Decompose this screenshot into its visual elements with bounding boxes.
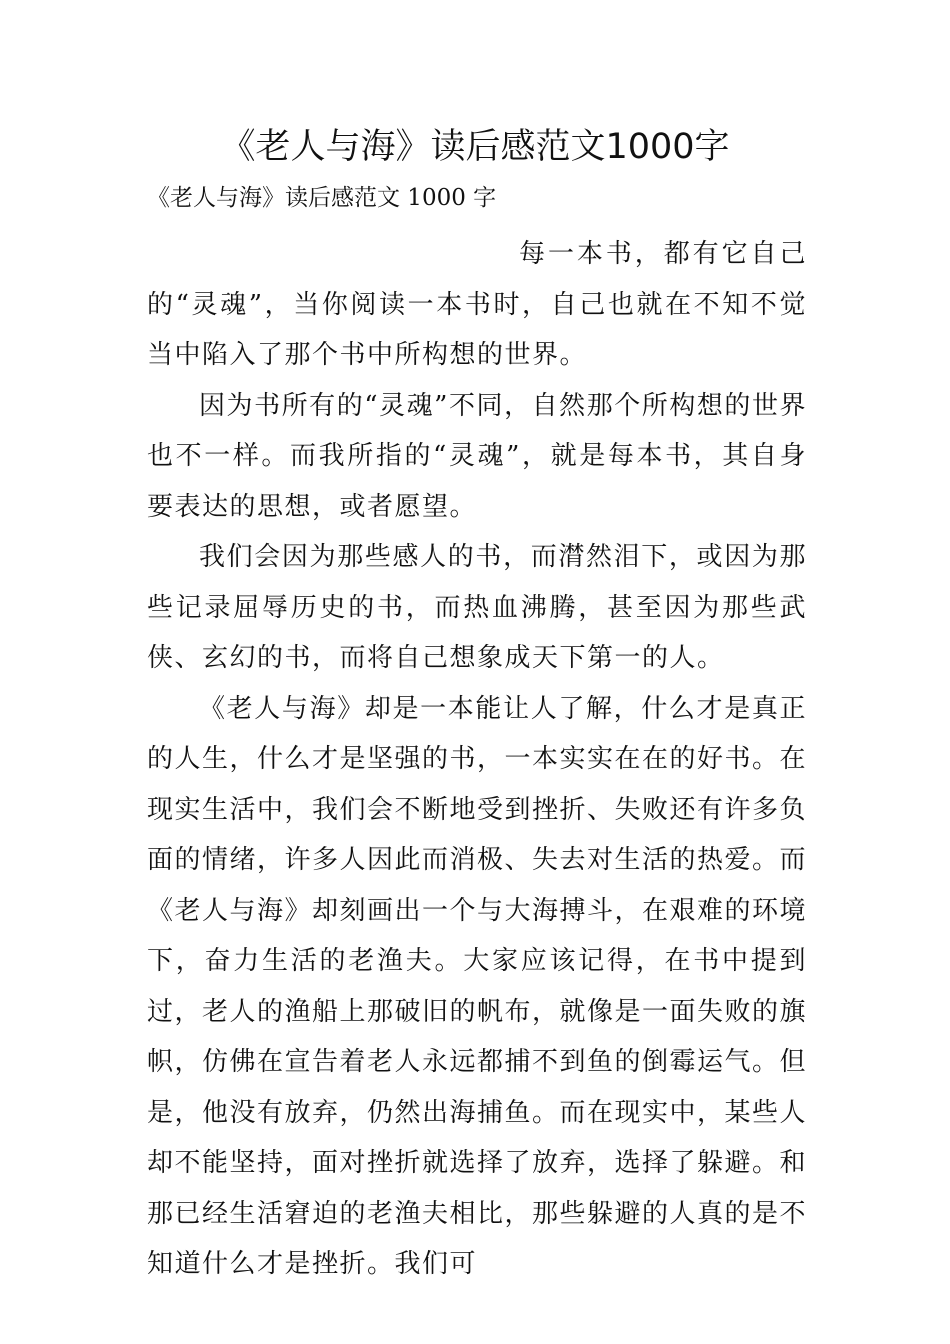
paragraph-4: 《老人与海》却是一本能让人了解，什么才是真正的人生，什么才是坚强的书，一本实实在在的好书。在现实生活中，我们会不断地受到挫折、失败还有许多负面的情绪，许多人因此而消极、失去对生活的热爱。而《老人与海》却刻画出一个与大海搏斗，在艰难的环境下，奋力生活的老渔夫。大家应该记得，在书中提到过，老人的渔船上那破旧的帆布，就像是一面失败的旗帜，仿佛在宣告着老人永远都捕不到鱼的倒霉运气。但是，他没有放弃，仍然出海捕鱼。而在现实中，某些人却不能坚持，面对挫折就选择了放弃，选择了躲避。和那已经生活窘迫的老渔夫相比，那些躲避的人真的是不知道什么才是挫折。我们可 [147,693,808,1279]
document-subtitle: 《老人与海》读后感范文 1000 字 [147,185,497,211]
document-body [147,229,807,1290]
paragraph-3: 我们会因为那些感人的书，而潸然泪下，或因为那些记录屈辱历史的书，而热血沸腾，甚至因为那些武侠、玄幻的书，而将自己想象成天下第一的人。 [147,542,807,673]
paragraph-2: 因为书所有的“灵魂”不同，自然那个所构想的世界也不一样。而我所指的“灵魂”，就是每本书，其自身要表达的思想，或者愿望。 [147,390,807,522]
document-title: 《老人与海》读后感范文1000字 [220,127,730,167]
paragraph-1: 每一本书，都有它自己的“灵魂”，当你阅读一本书时，自己也就在不知不觉当中陷入了那个书中所构想的世界。 [147,239,807,370]
